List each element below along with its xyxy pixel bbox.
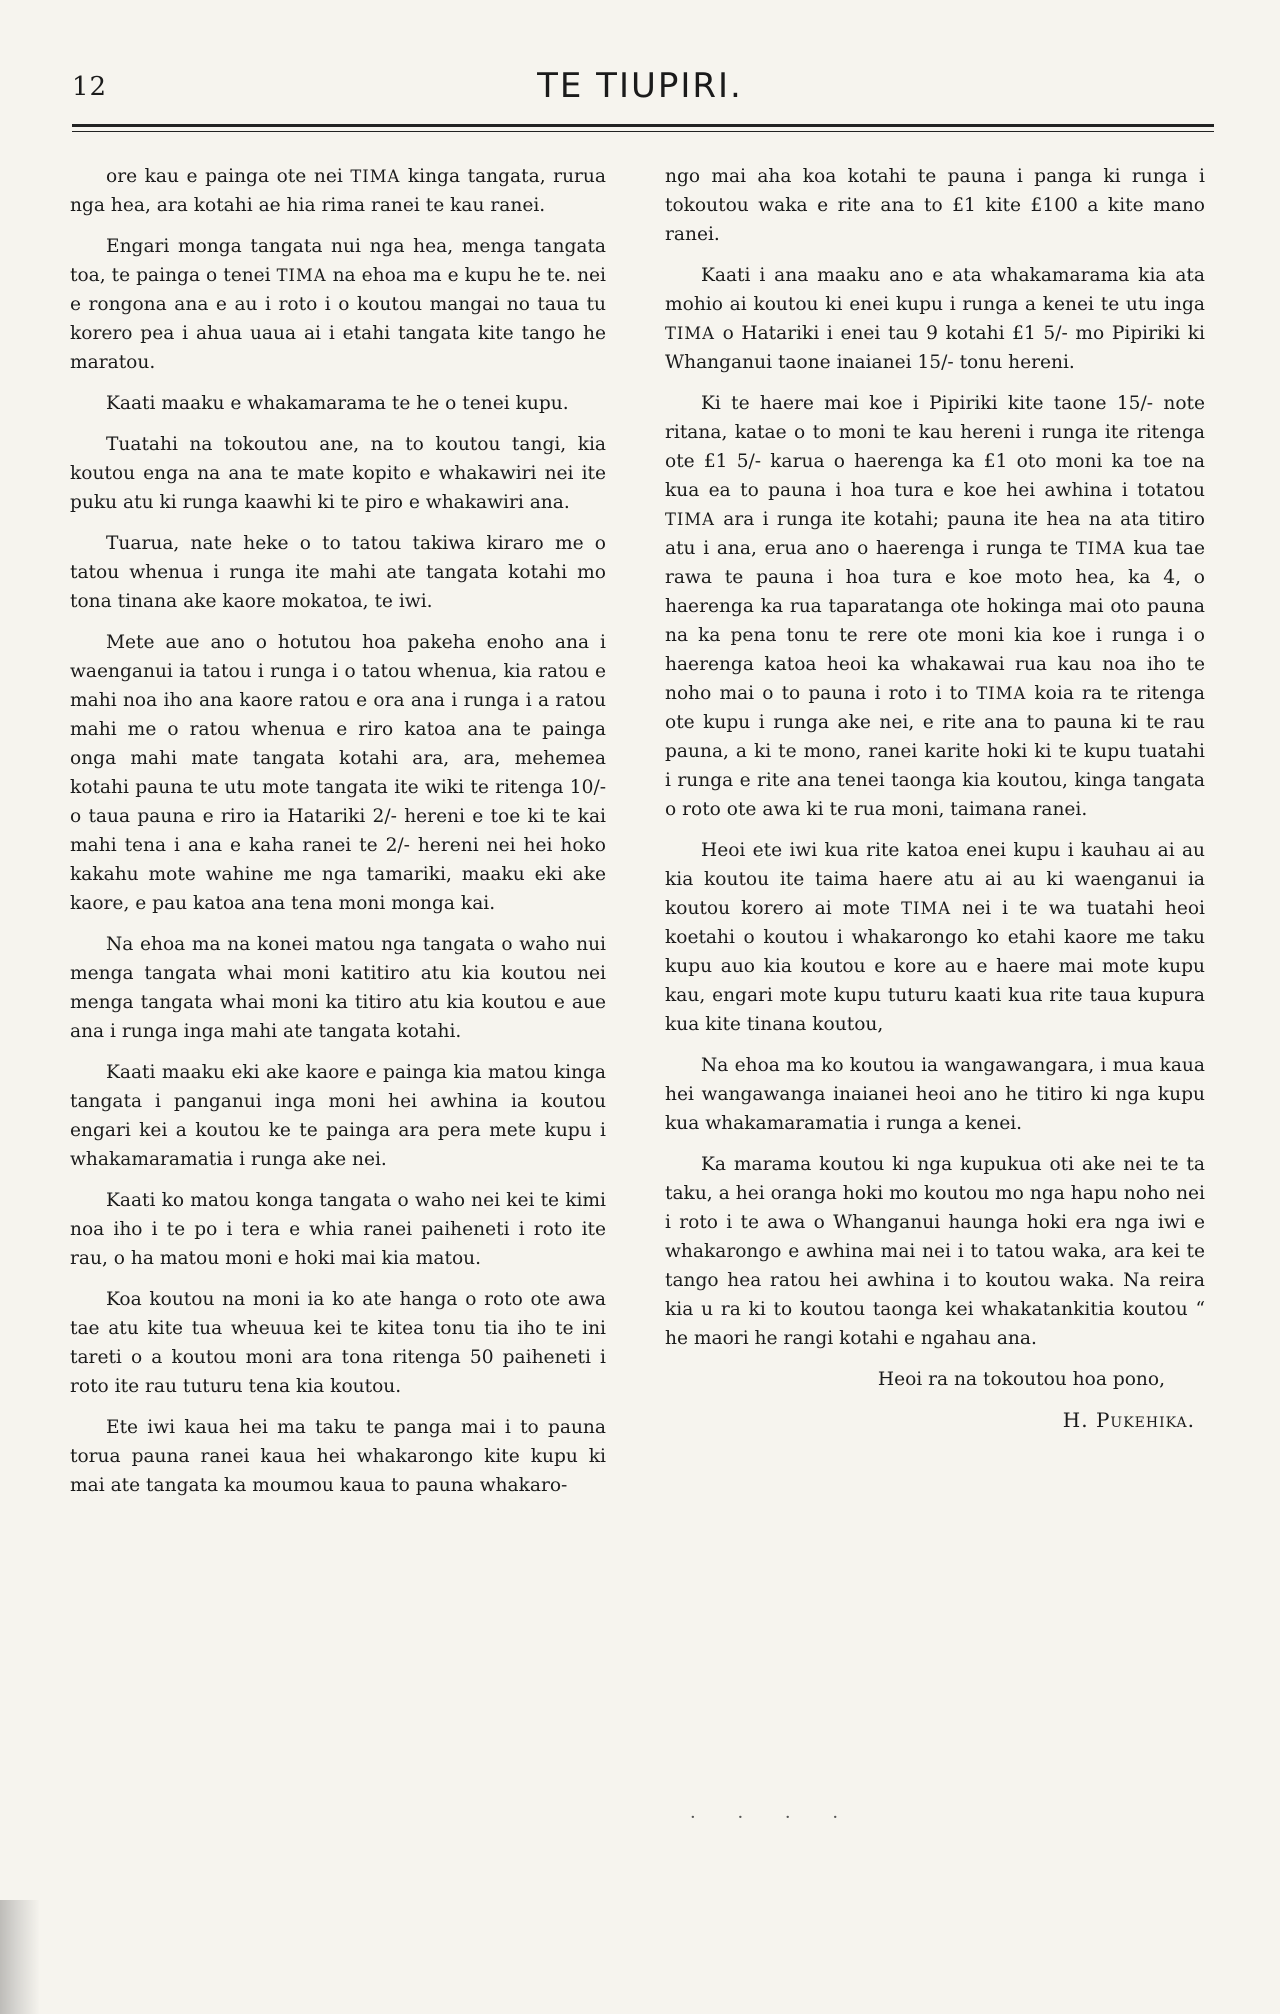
paragraph: Koa koutou na moni ia ko ate hanga o roto ote awa tae atu kite tua wheuua kei te kitea tonu tia iho te ini tareti o a koutou moni ara tona ritenga 50 paiheneti i roto ite rau tuturu tena kia koutou. [70,1289,606,1397]
paragraph: Tuatahi na tokoutou ane, na to koutou tangi, kia koutou enga na ana te mate kopito e whakawiri nei ite puku atu ki runga kaawhi ki te piro e whakawiri ana. [70,434,606,513]
paragraph: Mete aue ano o hotutou hoa pakeha enoho ana i waenganui ia tatou i runga i o tatou whenua, kia ratou e mahi noa iho ana kaore ratou e ora ana i runga i a ratou mahi me o ratou whenua e riro katoa ana te painga onga mahi mate tangata kotahi ara, ara, mehemea kotahi pauna te utu mote tangata ite wiki te ritenga 10/- o taua pauna e riro ia Hatariki 2/- hereni e toe ki te kai mahi tena i ana e kaha ranei te 2/- hereni nei hei hoko kakahu mote wahine me nga tamariki, maaku eki ake kaore, e pau katoa ana tena moni monga kai. [70,632,606,914]
paragraph: Engari monga tangata nui nga hea, menga tangata toa, te painga o tenei TIMA na ehoa ma e kupu he te. nei e rongona ana e au i roto i o koutou mangai no taua tu korero pea i ahua uaua ai i etahi tangata kite tango he maratou. [70,236,607,373]
paragraph: ore kau e painga ote nei TIMA kinga tangata, rurua nga hea, ara kotahi ae hia rima ranei te kau ranei. [70,166,606,216]
page-header [0,62,1280,112]
right-column [665,162,1205,1447]
paragraph: Na ehoa ma na konei matou nga tangata o waho nui menga tangata whai moni katitiro atu kia koutou nei menga tangata whai moni ka titiro atu kia koutou e aue ana i runga inga mahi ate tangata kotahi. [70,934,606,1042]
signature: H. Pukehika. [1062,1408,1195,1432]
tima-word: TIMA [350,167,401,186]
page-title: TE TIUPIRI. [537,66,743,106]
paragraph: Kaati maaku eki ake kaore e painga kia matou kinga tangata i panganui inga moni hei awhina ia koutou engari kei a koutou ke te painga ara pera mete kupu i whakamaramatia i runga ake nei. [70,1062,606,1170]
page-edge-shadow [0,1900,40,2014]
paragraph: Ka marama koutou ki nga kupukua oti ake nei te ta taku, a hei oranga hoki mo koutou mo nga hapu noho nei i roto i te awa o Whanganui haunga hoki era nga iwi e whakarongo e awhina mai nei i to tatou waka, ara kei te tango hea ratou hei awhina i to koutou waka. Na reira kia u ra ki to koutou taonga kei whakatankitia koutou “ he maori he rangi kotahi e ngahau ana. [665,1154,1205,1349]
tima-word: TIMA [665,510,715,529]
paragraph: Heoi ete iwi kua rite katoa enei kupu i kauhau ai au kia koutou ite taima haere atu ai au ki waenganui ia koutou korero ai mote TIMA nei i te wa tuatahi heoi koetahi o koutou i whakarongo ko etahi kaore me taku kupu auo kia koutou e kore au e haere mai mote kupu kau, engari mote kupu tuturu kaati kua rite taua kupura kua kite tinana koutou, [665,840,1205,1035]
header-rule-thick [72,124,1214,127]
header-rule-thin [72,131,1214,132]
paragraph: Tuarua, nate heke o to tatou takiwa kiraro me o tatou whenua i runga ite mahi ate tangata kotahi mo tona tinana ake kaore mokatoa, te iwi. [70,533,606,612]
paragraph: Kaati ko matou konga tangata o waho nei kei te kimi noa iho i te po i tera e whia ranei paiheneti i roto ite rau, o ha matou moni e hoki mai kia matou. [70,1190,606,1269]
tima-word: TIMA [276,266,327,285]
tima-word: TIMA [901,899,952,918]
paragraph: Kaati maaku e whakamarama te he o tenei kupu. [106,393,569,414]
paragraph: Na ehoa ma ko koutou ia wangawangara, i mua kaua hei wangawanga inaianei heoi ano he titiro ki nga kupu kua whakamaramatia i runga a kenei. [665,1055,1205,1134]
paragraph: ngo mai aha koa kotahi te pauna i panga ki runga i tokoutou waka e rite ana to £1 kite £100 a kite mano ranei. [665,166,1205,245]
paragraph: Ete iwi kaua hei ma taku te panga mai i to pauna torua pauna ranei kaua hei whakarongo kite kupu ki mai ate tangata ka moumou kaua to pauna whakaro- [70,1417,606,1496]
paragraph: Kaati i ana maaku ano e ata whakamarama kia ata mohio ai koutou ki enei kupu i runga a kenei te utu inga TIMA o Hatariki i enei tau 9 kotahi £1 5/- mo Pipiriki ki Whanganui taone inaianei 15/- tonu hereni. [665,265,1205,373]
left-column [70,162,606,1512]
tima-word: TIMA [976,684,1027,703]
closing-line: Heoi ra na tokoutou hoa pono, [877,1369,1165,1390]
tima-word: TIMA [665,324,715,343]
page-number: 12 [72,72,108,102]
tima-word: TIMA [1075,539,1126,558]
paragraph: Ki te haere mai koe i Pipiriki kite taone 15/- note ritana, katae o to moni te kau hereni i runga ite ritenga ote £1 5/- karua o haerenga ka £1 oto moni ka toe na kua ea to pauna i hoa tura e koe hei awhina i totatou TIMA ara i runga ite kotahi; pauna ite hea na ata titiro atu i ana, erua ano o haerenga i runga te TIMA kua tae rawa te pauna i hoa tura e koe moto hea, ka 4, o haerenga ka rua taparatanga ote hokinga mai oto pauna na ka pena tonu te rere ote moni kia koe i runga i o haerenga katoa heoi ka whakawai rua kau noa iho te noho mai o to pauna i roto i to TIMA koia ra te ritenga ote kupu i runga ake nei, e rite ana to pauna ki te rau pauna, a ki te mono, ranei karite hoki ki te kupu tuatahi i runga e rite ana tenei taonga kia koutou, kinga tangata o roto ote awa ki te rua moni, taimana ranei. [665,393,1206,820]
decorative-dots: · · · · [690,1807,857,1828]
